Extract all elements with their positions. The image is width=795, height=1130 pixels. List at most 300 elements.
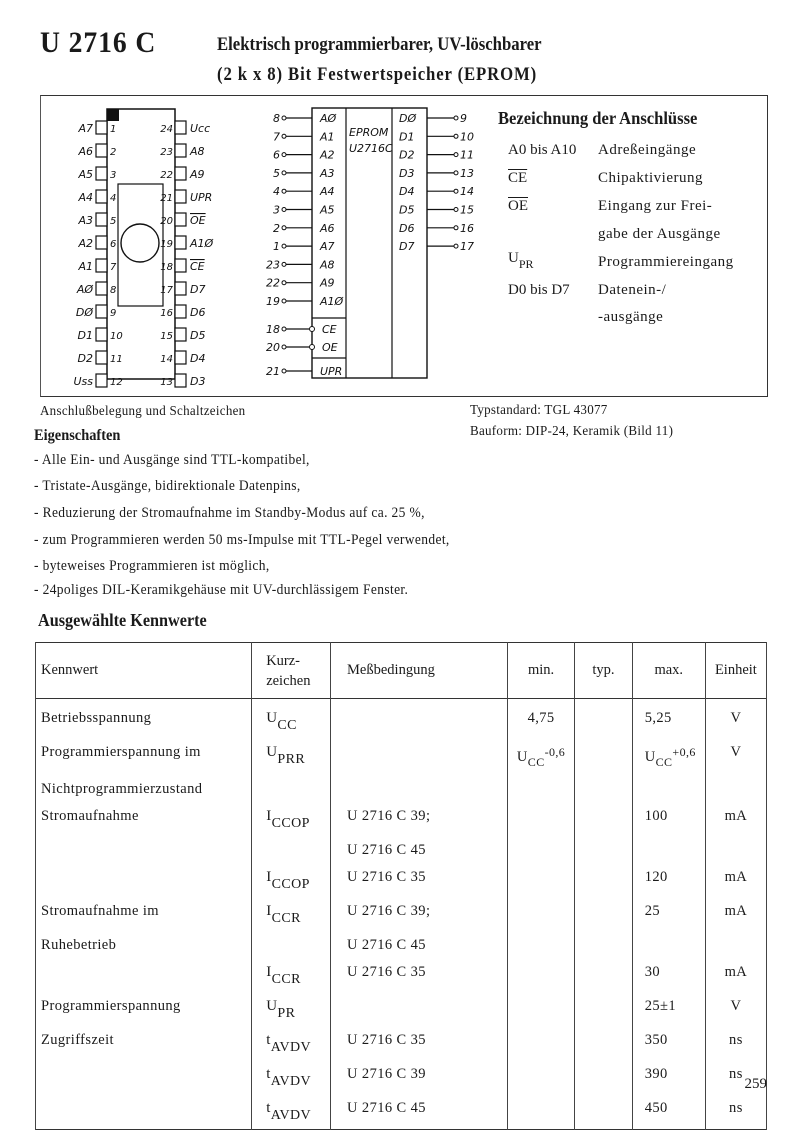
output-label: D1 — [399, 130, 415, 144]
pin-pad — [175, 259, 186, 272]
messbedingung-cell: U 2716 C 45 — [331, 1095, 508, 1130]
terminal-icon — [454, 171, 458, 175]
kennwert-cell — [36, 959, 252, 993]
pin-pad — [175, 351, 186, 364]
pin-number: 3 — [273, 203, 280, 217]
kurzzeichen-cell — [252, 932, 331, 959]
pin-pad — [96, 144, 107, 157]
terminal-icon — [454, 189, 458, 193]
max-cell — [632, 932, 705, 959]
kennwert-cell: Programmierspannung im — [36, 739, 252, 776]
terminal-icon — [454, 208, 458, 212]
pin-number: 5 — [110, 216, 117, 227]
control-label: OE — [322, 341, 338, 354]
min-cell — [507, 776, 574, 803]
pin-number: 17 — [460, 240, 474, 254]
kennwert-cell: Zugriffszeit — [36, 1027, 252, 1061]
pin-number: 21 — [266, 365, 280, 378]
pin-number: 23 — [266, 258, 280, 272]
terminal-icon — [282, 208, 286, 212]
table-row — [36, 1095, 767, 1130]
col-kurzzeichen-line2: zeichen — [266, 672, 311, 689]
output-label: D3 — [399, 166, 415, 180]
kurzzeichen-cell — [252, 776, 331, 803]
pin-number: 9 — [110, 308, 117, 319]
pin-number: 13 — [460, 166, 474, 180]
pin-label: A4 — [78, 191, 93, 204]
legend-symbol: $\overline{CE}$ — [508, 170, 528, 186]
col-kurzzeichen — [252, 643, 331, 699]
pin-pad — [96, 121, 107, 134]
max-cell: 120 — [632, 864, 705, 898]
min-cell — [507, 932, 574, 959]
kurzzeichen-cell — [252, 864, 331, 898]
pin-label: A1 — [78, 260, 93, 273]
symbol: ICCR — [266, 964, 301, 987]
legend-symbol: $U_{PR}$ — [508, 250, 534, 271]
pin-pad — [175, 236, 186, 249]
figure-caption: Anschlußbelegung und Schaltzeichen — [40, 404, 246, 419]
pin-number: 7 — [110, 262, 117, 273]
kurzzeichen-cell — [252, 699, 331, 740]
symbol: UPR — [266, 998, 296, 1021]
legend-symbol: D0 bis D7 — [508, 282, 570, 298]
messbedingung-cell — [331, 776, 508, 803]
output-label: DØ — [399, 112, 417, 125]
pin-number: 15 — [160, 331, 173, 342]
col-einheit: Einheit — [705, 643, 766, 699]
pin-number: 24 — [160, 124, 173, 135]
pin-pad — [96, 167, 107, 180]
terminal-icon — [282, 134, 286, 138]
table-row — [36, 739, 767, 776]
einheit-cell: ns — [705, 1095, 766, 1130]
terminal-icon — [282, 345, 286, 349]
table-header-row — [36, 643, 767, 699]
inversion-bubble-icon — [310, 345, 315, 350]
min-cell: 4,75 — [507, 699, 574, 740]
pin-label: A2 — [78, 237, 93, 250]
col-typ: typ. — [575, 643, 633, 699]
pin-number: 13 — [160, 377, 173, 388]
max-cell: 100 — [632, 803, 705, 837]
typstandard: Typstandard: TGL 43077 — [470, 403, 608, 418]
col-messbedingung: Meßbedingung — [331, 643, 508, 699]
min-cell — [507, 803, 574, 837]
input-label: A8 — [320, 258, 335, 272]
terminal-icon — [282, 153, 286, 157]
input-label: A5 — [320, 203, 335, 217]
table-row — [36, 1061, 767, 1095]
part-number: U 2716 C — [40, 26, 157, 59]
einheit-cell — [705, 776, 766, 803]
kennwert-cell: Stromaufnahme im — [36, 898, 252, 932]
typ-cell — [575, 993, 633, 1027]
input-label: A7 — [320, 240, 335, 254]
input-label: A1Ø — [320, 295, 344, 308]
kennwert-cell: Stromaufnahme — [36, 803, 252, 837]
typ-cell — [575, 959, 633, 993]
pin-label: A8 — [190, 145, 205, 158]
pin-number: 18 — [266, 323, 280, 336]
terminal-icon — [282, 116, 286, 120]
pin-pad — [96, 305, 107, 318]
messbedingung-cell: U 2716 C 39; — [331, 898, 508, 932]
pin-number: 6 — [273, 148, 280, 162]
typ-cell — [575, 932, 633, 959]
output-label: D5 — [399, 203, 415, 217]
kennwert-cell — [36, 837, 252, 864]
min-cell — [507, 739, 574, 776]
pin-number: 5 — [273, 166, 280, 180]
pin-pad — [96, 282, 107, 295]
kurzzeichen-cell — [252, 803, 331, 837]
messbedingung-cell: U 2716 C 35 — [331, 959, 508, 993]
col-max: max. — [632, 643, 705, 699]
pin-label: D6 — [190, 306, 206, 319]
col-kurzzeichen-line1: Kurz- — [266, 652, 301, 669]
legend-description: Programmiereingang — [598, 254, 734, 270]
typ-cell — [575, 898, 633, 932]
pin-label: UPR — [190, 191, 213, 204]
kennwert-cell: Nichtprogrammierzustand — [36, 776, 252, 803]
pin-pad — [96, 190, 107, 203]
symbol-subscript: PR — [277, 1006, 296, 1021]
kennwerte-heading: Ausgewählte Kennwerte — [38, 610, 207, 630]
einheit-cell: V — [705, 993, 766, 1027]
terminal-icon — [454, 116, 458, 120]
kurzzeichen-cell — [252, 739, 331, 776]
terminal-icon — [282, 369, 286, 373]
pin-number: 16 — [160, 308, 173, 319]
pin-number: 21 — [160, 193, 173, 204]
max-cell — [632, 837, 705, 864]
pin-pad — [175, 374, 186, 387]
table-row — [36, 837, 767, 864]
pin-number: 17 — [160, 285, 173, 296]
terminal-icon — [454, 153, 458, 157]
messbedingung-cell: U 2716 C 35 — [331, 1027, 508, 1061]
kurzzeichen-cell — [252, 1095, 331, 1130]
pin-label: Uss — [73, 375, 93, 388]
pin-label: A3 — [78, 214, 93, 227]
min-cell — [507, 1027, 574, 1061]
pin-number: 4 — [273, 185, 280, 199]
input-label: A9 — [320, 276, 335, 290]
output-label: D6 — [399, 221, 415, 235]
ucc-offset-value: $U_{CC}^{+0,6}$ — [644, 745, 696, 769]
kurzzeichen-cell — [252, 1027, 331, 1061]
pin-number: 23 — [160, 147, 173, 158]
pin-number: 1 — [273, 240, 280, 254]
min-cell — [507, 1061, 574, 1095]
pin-number: 12 — [110, 377, 123, 388]
legend-symbol: $\overline{OE}$ — [508, 198, 528, 214]
pin-label: DØ — [75, 306, 93, 319]
pin-number: 3 — [110, 170, 117, 181]
legend-description: Adreßeingänge — [598, 142, 697, 158]
output-label: D7 — [399, 240, 415, 254]
eigenschaften-item: - Reduzierung der Stromaufnahme im Standby-Modus auf ca. 25 %, — [34, 505, 425, 521]
einheit-cell: V — [705, 699, 766, 740]
terminal-icon — [282, 281, 286, 285]
min-cell — [507, 864, 574, 898]
terminal-icon — [282, 226, 286, 230]
min-cell — [507, 837, 574, 864]
pin-pad — [175, 121, 186, 134]
symbol: UPRR — [266, 744, 306, 767]
typ-cell — [575, 1027, 633, 1061]
terminal-icon — [454, 244, 458, 248]
symbol-subscript: AVDV — [270, 1074, 312, 1089]
pin-number: 11 — [460, 148, 474, 162]
table-row — [36, 898, 767, 932]
einheit-cell: mA — [705, 864, 766, 898]
symbol: tAVDV — [266, 1066, 312, 1089]
power-label: UPR — [320, 365, 343, 378]
typ-cell — [575, 776, 633, 803]
symbol: tAVDV — [266, 1100, 312, 1123]
pin-number: 18 — [160, 262, 173, 273]
max-cell: 450 — [632, 1095, 705, 1130]
messbedingung-cell — [331, 739, 508, 776]
kurzzeichen-cell — [252, 993, 331, 1027]
output-label: D2 — [399, 148, 415, 162]
kennwert-cell — [36, 1061, 252, 1095]
pin-label: D3 — [190, 375, 206, 388]
pin-pad — [96, 328, 107, 341]
einheit-cell: mA — [705, 898, 766, 932]
min-cell — [507, 1095, 574, 1130]
kennwerte-table — [35, 642, 767, 1130]
pin-number: 19 — [266, 295, 280, 308]
pin-label: D1 — [77, 329, 93, 342]
kennwert-cell — [36, 1095, 252, 1130]
input-label: A4 — [320, 185, 335, 199]
symbol-subscript: CCR — [271, 972, 301, 987]
pin-label: D5 — [190, 329, 206, 342]
bauform: Bauform: DIP-24, Keramik (Bild 11) — [470, 424, 674, 439]
einheit-cell: ns — [705, 1061, 766, 1095]
table-row — [36, 959, 767, 993]
kurzzeichen-cell — [252, 837, 331, 864]
output-label: D4 — [399, 185, 415, 199]
typ-cell — [575, 1061, 633, 1095]
pin-pad — [96, 236, 107, 249]
pin-number: 16 — [460, 221, 474, 235]
dip-package-diagram — [60, 100, 260, 388]
kennwert-cell: Betriebsspannung — [36, 699, 252, 740]
eigenschaften-item: - 24poliges DIL-Keramikgehäuse mit UV-durchlässigem Fenster. — [34, 582, 409, 598]
pin-pad — [175, 213, 186, 226]
legend-description: Eingang zur Frei- — [598, 198, 713, 214]
terminal-icon — [454, 226, 458, 230]
max-cell: 25±1 — [632, 993, 705, 1027]
legend-description: gabe der Ausgänge — [598, 226, 721, 242]
pin-pad — [96, 213, 107, 226]
symbol: UCC — [266, 710, 297, 733]
pin-label: D4 — [190, 352, 206, 365]
input-label: A1 — [320, 130, 335, 144]
pin-label: CE — [190, 260, 205, 273]
pin-number: 14 — [460, 185, 474, 199]
max-cell: 5,25 — [632, 699, 705, 740]
pin-label: A1Ø — [190, 237, 214, 250]
eigenschaften-heading: Eigenschaften — [34, 427, 121, 444]
table-row — [36, 1027, 767, 1061]
control-label: CE — [322, 323, 337, 336]
symbol-subscript: AVDV — [270, 1040, 312, 1055]
pin-number: 20 — [266, 341, 280, 354]
symbol-subscript: CCR — [271, 911, 301, 926]
pin-label: D7 — [190, 283, 206, 296]
messbedingung-cell — [331, 993, 508, 1027]
pin-label: A7 — [78, 122, 93, 135]
inversion-bubble-icon — [310, 327, 315, 332]
einheit-cell: mA — [705, 803, 766, 837]
pin-label: D2 — [77, 352, 93, 365]
pin-number: 10 — [460, 130, 474, 144]
kurzzeichen-cell — [252, 959, 331, 993]
eigenschaften-item: - Alle Ein- und Ausgänge sind TTL-kompatibel, — [34, 452, 310, 468]
symbol-subscript: CC — [277, 718, 297, 733]
terminal-icon — [282, 327, 286, 331]
table-row — [36, 932, 767, 959]
typ-cell — [575, 699, 633, 740]
kennwert-cell: Ruhebetrieb — [36, 932, 252, 959]
min-cell — [507, 993, 574, 1027]
pin-pad — [175, 328, 186, 341]
terminal-icon — [282, 262, 286, 266]
symbol-subscript: AVDV — [270, 1108, 312, 1123]
pin-pad — [175, 305, 186, 318]
symbol: ICCOP — [266, 808, 310, 831]
input-label: A2 — [320, 148, 335, 162]
einheit-cell — [705, 932, 766, 959]
legend-symbol: A0 bis A10 — [508, 142, 577, 158]
pin-number: 14 — [160, 354, 173, 365]
page-number: 259 — [744, 1076, 767, 1092]
min-cell — [507, 898, 574, 932]
max-cell: 350 — [632, 1027, 705, 1061]
legend-description: Datenein-/ — [598, 282, 667, 298]
terminal-icon — [282, 171, 286, 175]
messbedingung-cell: U 2716 C 45 — [331, 837, 508, 864]
title-line-2: (2 k x 8) Bit Festwertspeicher (EPROM) — [217, 64, 538, 85]
symbol-name: EPROM — [349, 126, 389, 139]
col-kennwert: Kennwert — [36, 643, 252, 699]
typ-cell — [575, 837, 633, 864]
messbedingung-cell: U 2716 C 39; — [331, 803, 508, 837]
max-cell — [632, 776, 705, 803]
uv-window-frame — [118, 184, 163, 306]
max-cell: 30 — [632, 959, 705, 993]
symbol-subscript: CCOP — [271, 816, 310, 831]
symbol: ICCR — [266, 903, 301, 926]
typ-cell — [575, 864, 633, 898]
messbedingung-cell: U 2716 C 45 — [331, 932, 508, 959]
uv-window-icon — [121, 224, 159, 262]
pin-number: 2 — [110, 147, 117, 158]
schematic-symbol — [260, 100, 480, 385]
eigenschaften-item: - zum Programmieren werden 50 ms-Impulse mit TTL-Pegel verwendet, — [34, 532, 450, 548]
symbol-type: U2716C — [349, 142, 393, 155]
table-row — [36, 864, 767, 898]
table-row — [36, 776, 767, 803]
max-cell: 390 — [632, 1061, 705, 1095]
pin-label: OE — [190, 214, 206, 227]
pin-label: A6 — [78, 145, 93, 158]
eigenschaften-item: - Tristate-Ausgänge, bidirektionale Datenpins, — [34, 478, 301, 494]
input-label: AØ — [320, 112, 337, 125]
col-min: min. — [507, 643, 574, 699]
typ-cell — [575, 739, 633, 776]
terminal-icon — [282, 244, 286, 248]
pin-number: 8 — [273, 112, 280, 125]
kennwert-cell — [36, 864, 252, 898]
pin-number: 4 — [110, 193, 117, 204]
kennwert-cell: Programmierspannung — [36, 993, 252, 1027]
pin-number: 22 — [266, 276, 280, 290]
typ-cell — [575, 1095, 633, 1130]
messbedingung-cell: U 2716 C 35 — [331, 864, 508, 898]
pin-number: 2 — [273, 221, 280, 235]
pin-number: 15 — [460, 203, 474, 217]
eigenschaften-item: - byteweises Programmieren ist möglich, — [34, 558, 270, 574]
min-cell — [507, 959, 574, 993]
table-row — [36, 699, 767, 740]
pin1-marker — [107, 109, 119, 121]
einheit-cell: ns — [705, 1027, 766, 1061]
messbedingung-cell: U 2716 C 39 — [331, 1061, 508, 1095]
messbedingung-cell — [331, 699, 508, 740]
symbol: ICCOP — [266, 869, 310, 892]
terminal-icon — [282, 299, 286, 303]
table-row — [36, 803, 767, 837]
pin-number: 6 — [110, 239, 117, 250]
einheit-cell — [705, 837, 766, 864]
kurzzeichen-cell — [252, 1061, 331, 1095]
max-cell: 25 — [632, 898, 705, 932]
pin-pad — [175, 282, 186, 295]
einheit-cell: mA — [705, 959, 766, 993]
ucc-offset-value: $U_{CC}^{-0,6}$ — [516, 745, 566, 769]
symbol-subscript: PRR — [277, 752, 306, 767]
pin-number: 11 — [110, 354, 123, 365]
pin-pad — [96, 374, 107, 387]
pin-number: 22 — [160, 170, 173, 181]
pin-label: A5 — [78, 168, 93, 181]
legend-description: Chipaktivierung — [598, 170, 703, 186]
pin-label: A9 — [190, 168, 205, 181]
title-line-1: Elektrisch programmierbarer, UV-löschbarer — [217, 34, 542, 55]
pin-number: 19 — [160, 239, 173, 250]
kurzzeichen-cell — [252, 898, 331, 932]
legend-title: Bezeichnung der Anschlüsse — [498, 108, 698, 128]
terminal-icon — [454, 134, 458, 138]
terminal-icon — [282, 189, 286, 193]
pin-pad — [175, 167, 186, 180]
typ-cell — [575, 803, 633, 837]
pin-number: 1 — [110, 124, 117, 135]
pin-number: 20 — [160, 216, 173, 227]
symbol: tAVDV — [266, 1032, 312, 1055]
pin-pad — [175, 144, 186, 157]
pin-pad — [175, 190, 186, 203]
legend-symbol-subscript: PR — [518, 257, 534, 271]
pin-pad — [96, 351, 107, 364]
input-label: A6 — [320, 221, 335, 235]
